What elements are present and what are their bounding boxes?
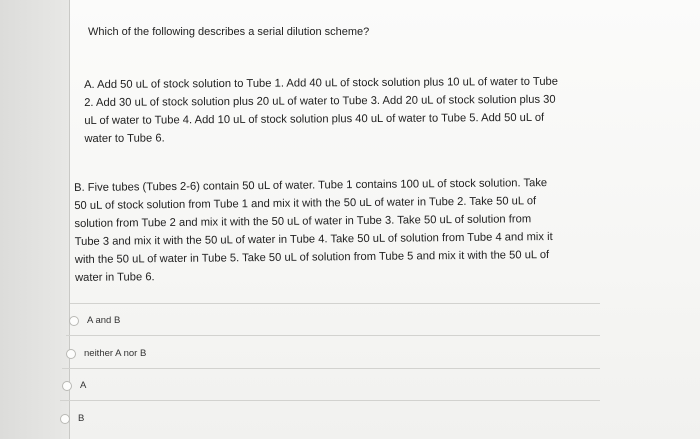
choice-a-description [84,72,604,148]
choice-b-line: 50 uL of stock solution from Tube 1 and mix it with the 50 uL of water in Tube 2. Take 50 uL of [74,195,537,212]
option-neither-a-nor-b[interactable] [66,348,146,359]
option-label: A [80,380,87,391]
radio-icon[interactable] [66,349,76,359]
question-text: Which of the following describes a serial dilution scheme? [88,26,370,38]
choice-a-line: water to Tube 6. [84,132,165,145]
divider [62,368,600,369]
choice-a-line: uL of water to Tube 4. Add 10 uL of stock solution plus 40 uL of water to Tube 5. Add 50 uL of [84,111,545,127]
choice-b-line: solution from Tube 2 and mix it with the 50 uL of water in Tube 3. Take 50 uL of solution from [74,213,532,230]
option-b[interactable] [60,413,84,424]
choice-b-line: B. Five tubes (Tubes 2-6) contain 50 uL of water. Tube 1 contains 100 uL of stock solution. Take [74,177,548,194]
radio-icon[interactable] [62,381,72,391]
choice-b-line: Tube 3 and mix it with the 50 uL of water in Tube 4. Take 50 uL of solution from Tube 4 and mix it [74,230,553,248]
divider [60,400,600,401]
option-a-and-b[interactable] [69,315,120,326]
choice-b-description [74,173,603,287]
divider [66,335,600,336]
choice-b-line: with the 50 uL of water in Tube 5. Take 50 uL of solution from Tube 5 and mix it with the 50 uL of [74,249,550,266]
option-a[interactable] [62,380,86,391]
option-label: B [78,413,85,424]
option-label: neither A nor B [84,348,147,359]
radio-icon[interactable] [69,316,79,326]
option-label: A and B [87,315,121,326]
radio-icon[interactable] [60,414,70,424]
choice-a-line: A. Add 50 uL of stock solution to Tube 1. Add 40 uL of stock solution plus 10 uL of water to Tube [84,75,559,91]
choice-a-line: 2. Add 30 uL of stock solution plus 20 uL of water to Tube 3. Add 20 uL of stock solution plus 30 [84,93,556,109]
left-gutter [0,0,70,439]
divider [70,303,600,304]
choice-b-line: water in Tube 6. [74,271,155,284]
